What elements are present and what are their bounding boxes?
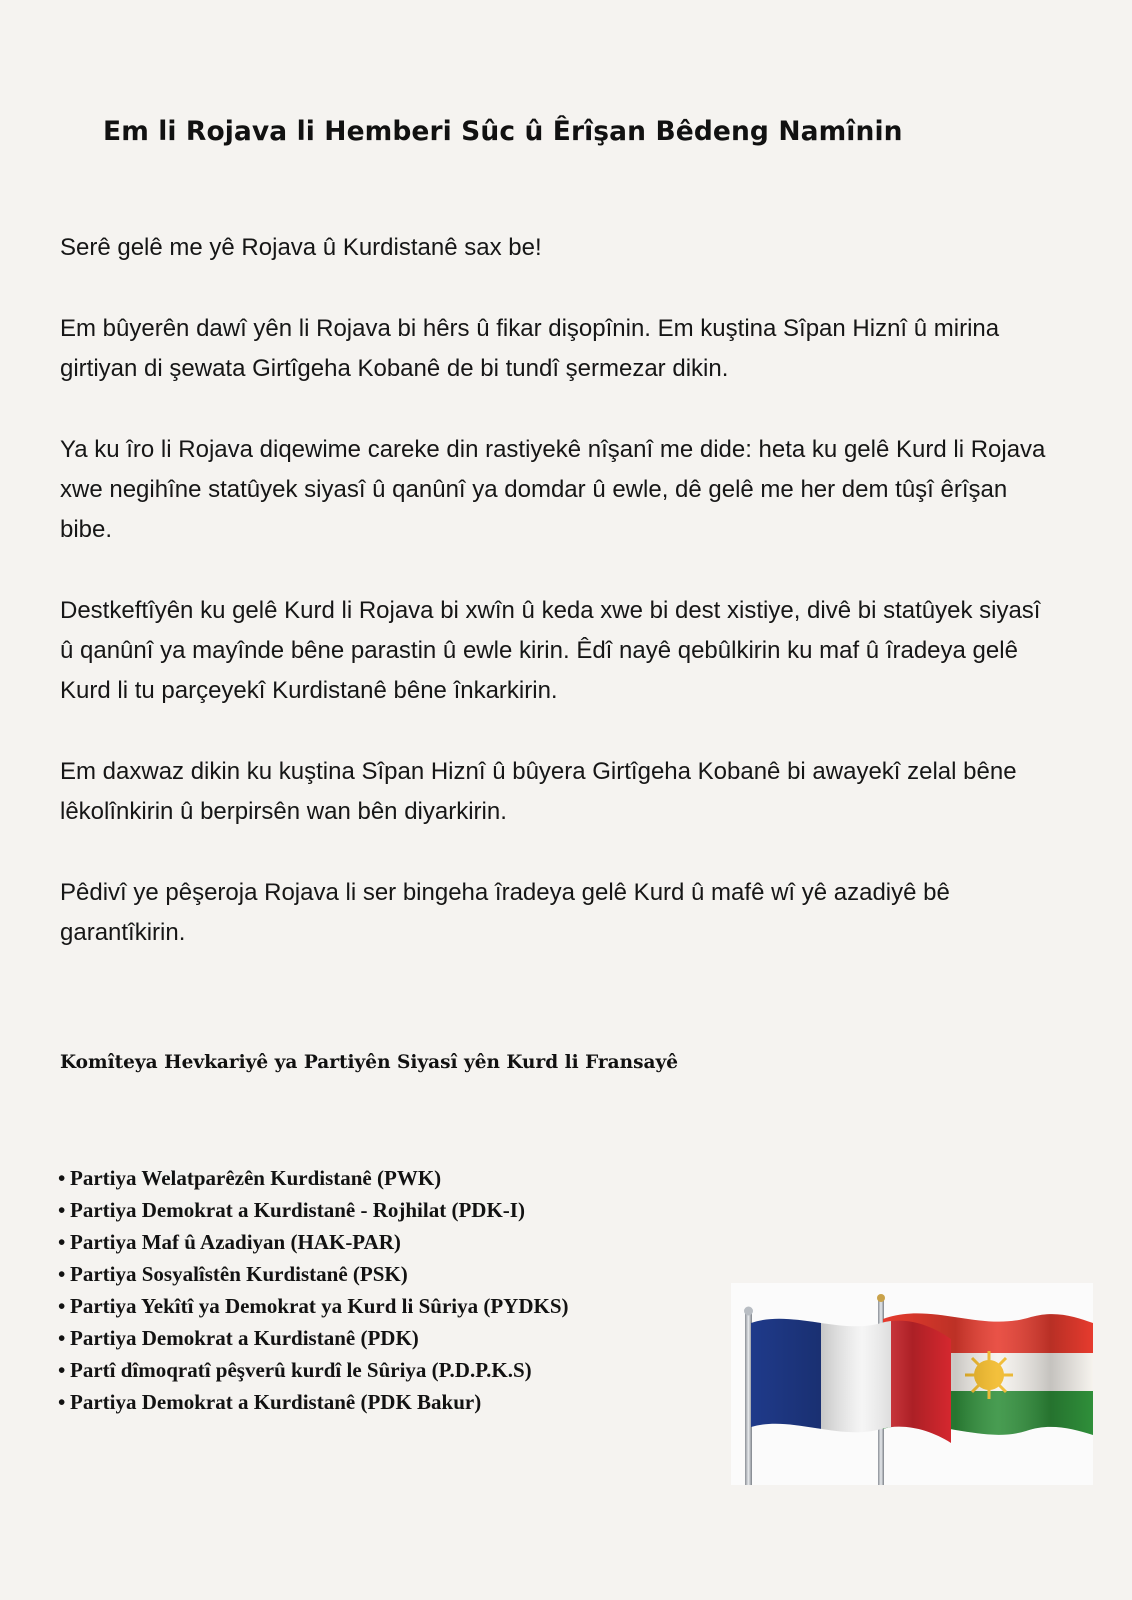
list-item	[58, 1194, 569, 1226]
paragraph-demand: Em daxwaz dikin ku kuştina Sîpan Hiznî û bûyera Girtîgeha Kobanê bi awayekî zelal bêne lêkolînkirin û berpirsên wan bên diyarkirin.	[60, 758, 1017, 825]
party-name: Partiya Maf û Azadiyan (HAK-PAR)	[70, 1230, 401, 1254]
paragraph-greeting: Serê gelê me yê Rojava û Kurdistanê sax be!	[60, 234, 542, 261]
party-name: Partiya Yekîtî ya Demokrat ya Kurd li Sûriya (PYDKS)	[70, 1294, 569, 1318]
bullet: •	[58, 1294, 66, 1318]
france-flag-icon	[744, 1283, 953, 1485]
letter-body	[60, 228, 1060, 994]
bullet: •	[58, 1358, 66, 1382]
party-name: Partî dîmoqratî pêşverû kurdî le Sûriya (P.D.P.K.S)	[70, 1358, 532, 1382]
party-list	[58, 1162, 569, 1418]
flags-illustration	[731, 1283, 1093, 1485]
list-item	[58, 1290, 569, 1322]
list-item	[58, 1354, 569, 1386]
party-name: Partiya Welatparêzên Kurdistanê (PWK)	[70, 1166, 442, 1190]
list-item	[58, 1258, 569, 1290]
bullet: •	[58, 1262, 66, 1286]
party-name: Partiya Sosyalîstên Kurdistanê (PSK)	[70, 1262, 408, 1286]
list-item	[58, 1226, 569, 1258]
bullet: •	[58, 1390, 66, 1414]
list-item	[58, 1386, 569, 1418]
paragraph-reality: Ya ku îro li Rojava diqewime careke din rastiyekê nîşanî me dide: heta ku gelê Kurd li Rojava xwe negihîne statûyek siyasî û qanûnî ya domdar û ewle, dê gelê me her dem tûşî êrîşan bibe.	[60, 436, 1046, 543]
bullet: •	[58, 1230, 66, 1254]
bullet: •	[58, 1198, 66, 1222]
party-name: Partiya Demokrat a Kurdistanê (PDK)	[70, 1326, 419, 1350]
list-item	[58, 1322, 569, 1354]
bullet: •	[58, 1326, 66, 1350]
paragraph-achievements: Destkeftîyên ku gelê Kurd li Rojava bi xwîn û keda xwe bi dest xistiye, divê bi statûyek siyasî û qanûnî ya mayînde bêne parastin û ewle kirin. Êdî nayê qebûlkirin ku maf û îradeya gelê Kurd li tu parçeyekî Kurdistanê bêne înkarkirin.	[60, 597, 1041, 704]
paragraph-condemnation: Em bûyerên dawî yên li Rojava bi hêrs û fikar dişopînin. Em kuştina Sîpan Hiznî û mirina girtiyan di şewata Girtîgeha Kobanê de bi tundî şermezar dikin.	[60, 315, 1000, 382]
party-name: Partiya Demokrat a Kurdistanê - Rojhilat (PDK-I)	[70, 1198, 525, 1222]
bullet: •	[58, 1166, 66, 1190]
committee-signature: Komîteya Hevkariyê ya Partiyên Siyasî yên Kurd li Fransayê	[60, 1052, 679, 1073]
party-name: Partiya Demokrat a Kurdistanê (PDK Bakur)	[70, 1390, 482, 1414]
list-item	[58, 1162, 569, 1194]
paragraph-future: Pêdivî ye pêşeroja Rojava li ser bingeha îradeya gelê Kurd û mafê wî yê azadiyê bê garantîkirin.	[60, 879, 950, 946]
france-kurdistan-flags	[731, 1283, 1093, 1485]
document-title: Em li Rojava li Hemberi Sûc û Êrîşan Bêdeng Namînin	[103, 116, 903, 147]
